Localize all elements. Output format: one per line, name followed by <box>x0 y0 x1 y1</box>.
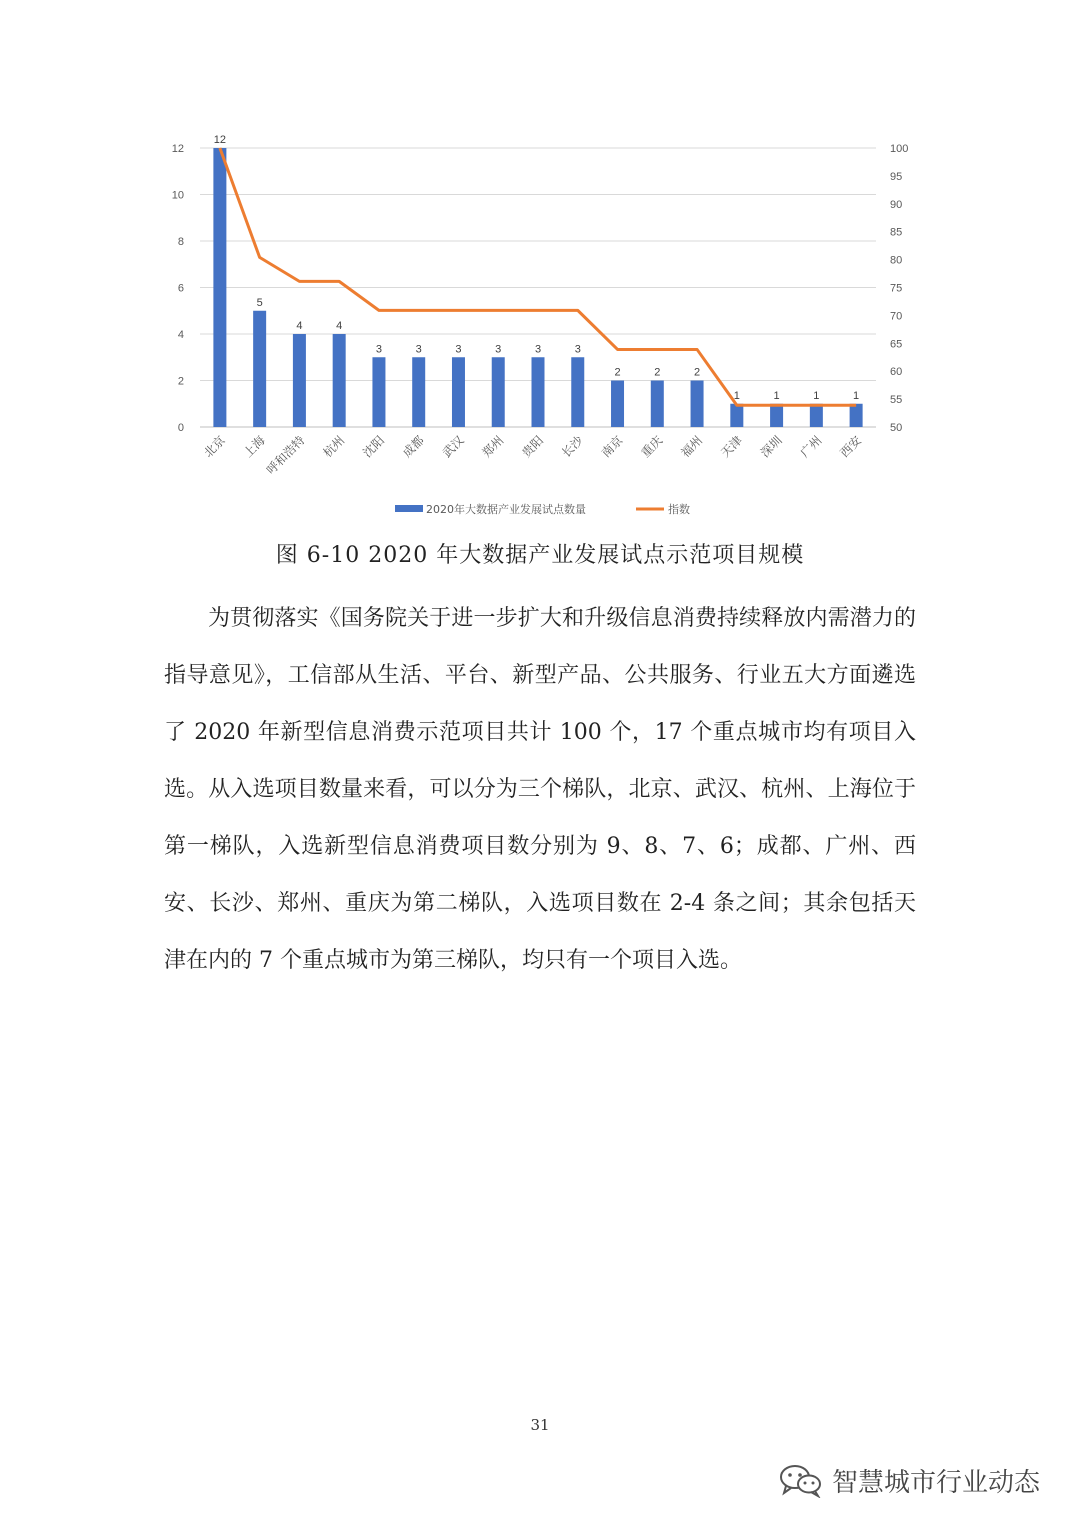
right-axis-tick-label: 50 <box>890 422 903 434</box>
x-axis-categories <box>200 432 864 477</box>
category-label: 贵阳 <box>519 433 547 461</box>
bar-data-label: 3 <box>455 343 462 356</box>
bar-data-label: 3 <box>574 343 581 356</box>
category-label: 成都 <box>399 433 427 461</box>
legend-swatch-bar <box>395 505 423 512</box>
category-label: 广州 <box>797 433 825 461</box>
left-axis-tick-label: 0 <box>177 422 184 434</box>
right-axis-tick-label: 55 <box>890 394 903 407</box>
category-label: 福州 <box>678 433 706 461</box>
watermark-text: 智慧城市行业动态 <box>832 1467 1041 1498</box>
bar-data-label: 4 <box>296 320 303 332</box>
bar-data-label: 12 <box>213 134 227 146</box>
right-axis-tick-label: 65 <box>890 338 903 351</box>
category-label: 郑州 <box>479 433 507 461</box>
category-label: 南京 <box>598 433 626 461</box>
legend-label-line: 指数 <box>668 503 690 516</box>
category-label: 上海 <box>240 433 268 461</box>
bar-data-label: 1 <box>733 389 740 402</box>
right-axis-tick-label: 90 <box>890 198 903 211</box>
right-axis-tick-label: 100 <box>890 143 909 155</box>
bar-data-label: 1 <box>813 389 820 402</box>
bar <box>571 357 584 427</box>
figure-caption: 图 6-10 2020 年大数据产业发展试点示范项目规模 <box>275 543 805 568</box>
bar <box>412 357 425 427</box>
bar-data-label: 1 <box>853 389 860 402</box>
bar <box>213 148 226 427</box>
legend-label-bar: 2020年大数据产业发展试点数量 <box>426 503 586 516</box>
category-label: 呼和浩特 <box>263 433 308 478</box>
bar <box>651 381 664 428</box>
category-label: 沈阳 <box>360 433 388 461</box>
category-label: 北京 <box>201 433 229 461</box>
bar-data-label: 3 <box>495 343 502 356</box>
bar <box>253 311 266 427</box>
right-axis-tick-label: 85 <box>890 226 903 239</box>
page-number: 31 <box>530 1416 550 1434</box>
bar-data-label: 3 <box>375 343 383 356</box>
right-axis-tick-label: 80 <box>890 254 903 267</box>
body-paragraph: 为贯彻落实《国务院关于进一步扩大和升级信息消费持续释放内需潜力的指导意见》，工信部从生活、平台、新型产品、公共服务、行业五大方面遴选了 2020 年新型信息消费示范项目共计 100 个，17 个重点城市均有项目入选。从入选项目数量来看，可以分为三个梯队，北京、武汉、杭州、上海位于第一梯队，入选新型信息消费项目数分别为 9、8、7、6；成都、广州、西安、长沙、郑州、重庆为第二梯队，入选项目数在 2-4 条之间；其余包括天津在内的 7 个重点城市为第三梯队，均只有一个项目入选。 <box>164 606 916 973</box>
bar-data-label: 3 <box>415 343 422 356</box>
chart-legend <box>395 502 690 516</box>
category-label: 武汉 <box>439 433 467 461</box>
bar-line-chart <box>0 120 1080 530</box>
left-axis-tick-label: 12 <box>171 143 184 155</box>
bar-data-label: 2 <box>693 366 701 379</box>
right-axis-tick-label: 75 <box>890 282 903 295</box>
left-axis-tick-label: 2 <box>177 375 184 388</box>
left-axis-tick-label: 6 <box>177 282 184 295</box>
bar-data-label: 2 <box>654 366 661 379</box>
bar <box>611 381 624 428</box>
bar <box>372 357 385 427</box>
left-axis-tick-label: 10 <box>171 189 184 202</box>
right-axis-tick-label: 95 <box>890 170 903 183</box>
bar-data-label: 2 <box>614 366 621 379</box>
bar-data-label: 3 <box>534 343 542 356</box>
category-label: 杭州 <box>320 433 348 461</box>
right-axis-tick-label: 70 <box>890 310 903 323</box>
left-axis-tick-label: 4 <box>177 329 184 341</box>
bar <box>333 334 346 427</box>
category-label: 天津 <box>718 433 745 461</box>
bar <box>850 404 863 427</box>
left-axis-ticks <box>172 143 184 434</box>
bar <box>492 357 505 427</box>
bar <box>532 357 545 427</box>
right-axis-tick-label: 60 <box>890 366 903 379</box>
bar <box>293 334 306 427</box>
bar <box>452 357 465 427</box>
wechat-icon <box>778 1462 824 1498</box>
bar-data-label: 1 <box>773 389 780 402</box>
right-axis-ticks <box>890 143 908 434</box>
bar <box>770 404 783 427</box>
category-label: 长沙 <box>559 433 586 461</box>
left-axis-tick-label: 8 <box>177 236 184 248</box>
bar <box>691 381 704 428</box>
category-label: 西安 <box>837 433 865 461</box>
bar <box>810 404 823 427</box>
bar-data-label: 4 <box>336 320 343 332</box>
category-label: 重庆 <box>638 433 666 461</box>
watermark <box>778 1460 1040 1500</box>
bar-data-label: 5 <box>256 296 263 309</box>
category-label: 深圳 <box>757 433 785 461</box>
bar <box>730 404 743 427</box>
